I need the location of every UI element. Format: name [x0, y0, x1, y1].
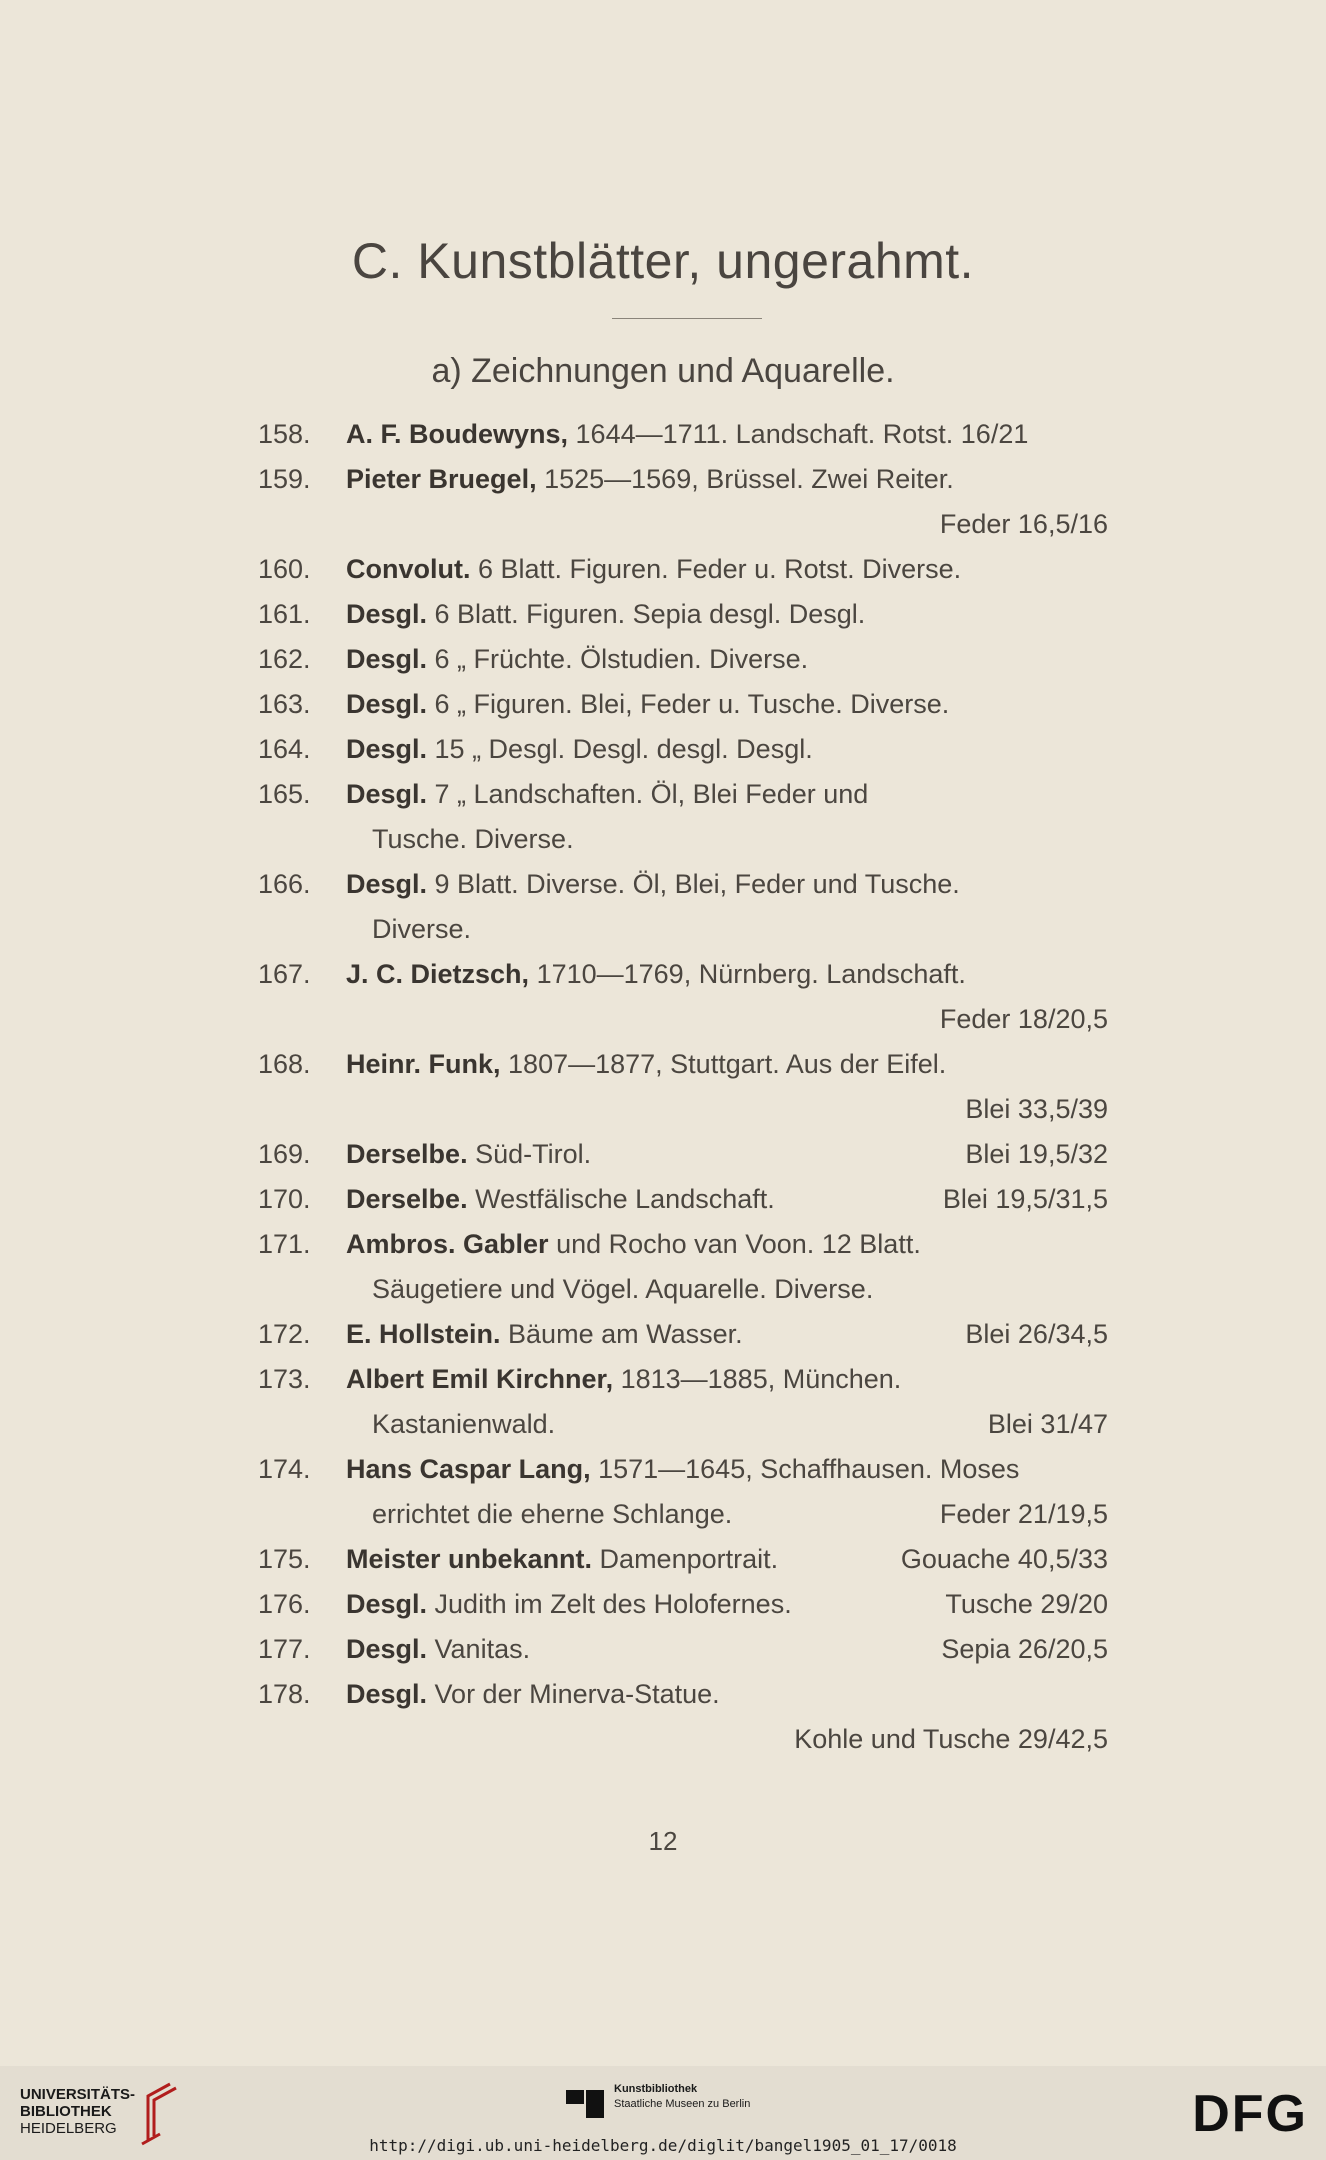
catalog-line	[0, 1087, 1326, 1132]
entry-text	[372, 817, 574, 862]
permalink-url[interactable]: http://digi.ub.uni-heidelberg.de/diglit/bangel1905_01_17/0018	[369, 2136, 957, 2155]
catalog-line	[0, 1537, 1326, 1582]
footer-bar	[0, 2066, 1326, 2160]
catalog-line	[0, 907, 1326, 952]
dfg-logo[interactable]: DFG	[1192, 2085, 1308, 2143]
technique-dimensions: Blei 19,5/31,5	[942, 1184, 1108, 1214]
entry-text	[346, 1312, 743, 1357]
entry-text	[346, 952, 966, 997]
entry-number: 173.	[258, 1364, 311, 1394]
catalog-line	[0, 1312, 1326, 1357]
entry-description: Damenportrait.	[592, 1544, 779, 1574]
entry-text	[346, 1042, 946, 1087]
artist-name: Derselbe.	[346, 1184, 468, 1214]
technique-dimensions: Blei 33,5/39	[965, 1094, 1108, 1124]
catalog-line	[0, 457, 1326, 502]
entry-description: 15 „ Desgl. Desgl. desgl. Desgl.	[427, 734, 813, 764]
technique-dimensions: Blei 31/47	[987, 1409, 1108, 1439]
catalog-line	[0, 1132, 1326, 1177]
catalog-line	[0, 1627, 1326, 1672]
entry-description: 1525—1569, Brüssel. Zwei Reiter.	[536, 464, 954, 494]
catalog-line	[0, 1267, 1326, 1312]
entry-number: 174.	[258, 1454, 311, 1484]
entry-text	[346, 772, 868, 817]
catalog-line	[0, 682, 1326, 727]
catalog-line	[0, 772, 1326, 817]
artist-name: Desgl.	[346, 779, 428, 809]
section-subtitle: a) Zeichnungen und Aquarelle.	[431, 352, 895, 390]
artist-name: Meister unbekannt.	[346, 1544, 593, 1574]
kunstbibliothek-logo-icon	[566, 2086, 606, 2122]
catalog-line	[0, 1042, 1326, 1087]
entry-number: 171.	[258, 1229, 311, 1259]
library-name-line3: HEIDELBERG	[20, 2120, 117, 2137]
technique-dimensions: Tusche 29/20	[945, 1589, 1108, 1619]
entry-description: 7 „ Landschaften. Öl, Blei Feder und	[427, 779, 869, 809]
catalog-entries	[0, 412, 1326, 1762]
entry-text	[346, 1447, 1019, 1492]
entry-text	[372, 1492, 732, 1537]
kunstbibliothek-text[interactable]	[614, 2082, 750, 2112]
technique-dimensions: Blei 19,5/32	[965, 1139, 1108, 1169]
artist-name: A. F. Boudewyns,	[346, 419, 569, 449]
artist-name: Convolut.	[346, 554, 471, 584]
entry-number: 168.	[258, 1049, 311, 1079]
entry-number: 162.	[258, 644, 311, 674]
entry-description: errichtet die eherne Schlange.	[372, 1499, 733, 1529]
entry-description: Vor der Minerva-Statue.	[427, 1679, 720, 1709]
entry-text	[372, 1402, 555, 1447]
page-number: 12	[648, 1826, 678, 1856]
entry-number: 158.	[258, 419, 311, 449]
entry-text	[346, 412, 1028, 457]
library-logo-text[interactable]	[20, 2086, 135, 2137]
entry-text	[346, 1177, 775, 1222]
library-name-line1: UNIVERSITÄTS-	[20, 2086, 136, 2103]
entry-text	[346, 682, 949, 727]
entry-number: 178.	[258, 1679, 311, 1709]
entry-number: 172.	[258, 1319, 311, 1349]
catalog-line	[0, 952, 1326, 997]
technique-dimensions: Kohle und Tusche 29/42,5	[794, 1724, 1108, 1754]
page-title: C. Kunstblätter, ungerahmt.	[351, 233, 975, 289]
entry-text	[346, 1222, 921, 1267]
artist-name: Desgl.	[346, 689, 428, 719]
entry-number: 159.	[258, 464, 311, 494]
entry-number: 161.	[258, 599, 311, 629]
technique-dimensions: Feder 18/20,5	[939, 1004, 1108, 1034]
entry-text	[372, 1267, 873, 1312]
entry-number: 166.	[258, 869, 311, 899]
artist-name: Ambros. Gabler	[346, 1229, 549, 1259]
catalog-line	[0, 412, 1326, 457]
catalog-line	[0, 727, 1326, 772]
entry-description: 6 „ Früchte. Ölstudien. Diverse.	[427, 644, 809, 674]
technique-dimensions: Feder 16,5/16	[939, 509, 1108, 539]
entry-text	[346, 547, 961, 592]
artist-name: Desgl.	[346, 1679, 428, 1709]
artist-name: Desgl.	[346, 1589, 428, 1619]
entry-description: Kastanienwald.	[372, 1409, 556, 1439]
entry-description: 1571—1645, Schaffhausen. Moses	[590, 1454, 1020, 1484]
entry-description: 9 Blatt. Diverse. Öl, Blei, Feder und Tusche.	[427, 869, 960, 899]
title-divider	[612, 318, 762, 319]
entry-text	[346, 1672, 720, 1717]
entry-number: 169.	[258, 1139, 311, 1169]
entry-description: Vanitas.	[427, 1634, 531, 1664]
entry-description: Diverse.	[372, 914, 472, 944]
entry-description: und Rocho van Voon. 12 Blatt.	[548, 1229, 921, 1259]
artist-name: E. Hollstein.	[346, 1319, 501, 1349]
technique-dimensions: Sepia 26/20,5	[941, 1634, 1108, 1664]
catalog-line	[0, 1222, 1326, 1267]
technique-dimensions: Feder 21/19,5	[939, 1499, 1108, 1529]
entry-text	[346, 1582, 792, 1627]
artist-name: Desgl.	[346, 644, 428, 674]
entry-description: Bäume am Wasser.	[500, 1319, 743, 1349]
entry-description: 1807—1877, Stuttgart. Aus der Eifel.	[500, 1049, 947, 1079]
entry-description: 6 „ Figuren. Blei, Feder u. Tusche. Diverse.	[427, 689, 950, 719]
entry-number: 160.	[258, 554, 311, 584]
entry-number: 176.	[258, 1589, 311, 1619]
catalog-line	[0, 637, 1326, 682]
entry-text	[346, 1537, 778, 1582]
kb-subtitle: Staatliche Museen zu Berlin	[614, 2098, 751, 2110]
catalog-line	[0, 1177, 1326, 1222]
catalog-line	[0, 547, 1326, 592]
entry-text	[346, 1132, 591, 1177]
entry-number: 175.	[258, 1544, 311, 1574]
entry-description: 1813—1885, München.	[613, 1364, 902, 1394]
entry-text	[346, 1357, 901, 1402]
entry-description: Süd-Tirol.	[467, 1139, 592, 1169]
entry-description: Tusche. Diverse.	[372, 824, 574, 854]
artist-name: Hans Caspar Lang,	[346, 1454, 591, 1484]
artist-name: Desgl.	[346, 734, 428, 764]
entry-number: 165.	[258, 779, 311, 809]
artist-name: Desgl.	[346, 599, 428, 629]
artist-name: Pieter Bruegel,	[346, 464, 537, 494]
artist-name: Albert Emil Kirchner,	[346, 1364, 614, 1394]
entry-number: 177.	[258, 1634, 311, 1664]
artist-name: Heinr. Funk,	[346, 1049, 501, 1079]
catalog-line	[0, 1357, 1326, 1402]
entry-description: 6 Blatt. Figuren. Feder u. Rotst. Diverse.	[470, 554, 962, 584]
catalog-line	[0, 997, 1326, 1042]
entry-description: Säugetiere und Vögel. Aquarelle. Diverse.	[372, 1274, 874, 1304]
entry-number: 163.	[258, 689, 311, 719]
artist-name: Derselbe.	[346, 1139, 468, 1169]
catalog-line	[0, 1492, 1326, 1537]
artist-name: Desgl.	[346, 1634, 428, 1664]
catalog-line	[0, 592, 1326, 637]
technique-dimensions: Gouache 40,5/33	[900, 1544, 1108, 1574]
catalog-line	[0, 1672, 1326, 1717]
artist-name: J. C. Dietzsch,	[346, 959, 530, 989]
entry-description: 1710—1769, Nürnberg. Landschaft.	[529, 959, 966, 989]
entry-description: 1644—1711. Landschaft. Rotst. 16/21	[568, 419, 1029, 449]
artist-name: Desgl.	[346, 869, 428, 899]
entry-description: 6 Blatt. Figuren. Sepia desgl. Desgl.	[427, 599, 866, 629]
catalog-line	[0, 1717, 1326, 1762]
library-name-line2: BIBLIOTHEK	[20, 2103, 112, 2120]
entry-text	[346, 592, 865, 637]
entry-number: 170.	[258, 1184, 311, 1214]
entry-description: Westfälische Landschaft.	[467, 1184, 775, 1214]
catalog-line	[0, 1402, 1326, 1447]
entry-text	[346, 727, 813, 772]
entry-text	[346, 862, 960, 907]
entry-description: Judith im Zelt des Holofernes.	[427, 1589, 792, 1619]
catalog-line	[0, 1447, 1326, 1492]
kb-name: Kunstbibliothek	[614, 2083, 698, 2095]
catalog-line	[0, 502, 1326, 547]
entry-number: 167.	[258, 959, 311, 989]
entry-number: 164.	[258, 734, 311, 764]
catalog-line	[0, 862, 1326, 907]
entry-text	[346, 1627, 530, 1672]
entry-text	[346, 637, 808, 682]
catalog-line	[0, 817, 1326, 862]
entry-text	[372, 907, 471, 952]
catalog-line	[0, 1582, 1326, 1627]
entry-text	[346, 457, 954, 502]
technique-dimensions: Blei 26/34,5	[965, 1319, 1108, 1349]
